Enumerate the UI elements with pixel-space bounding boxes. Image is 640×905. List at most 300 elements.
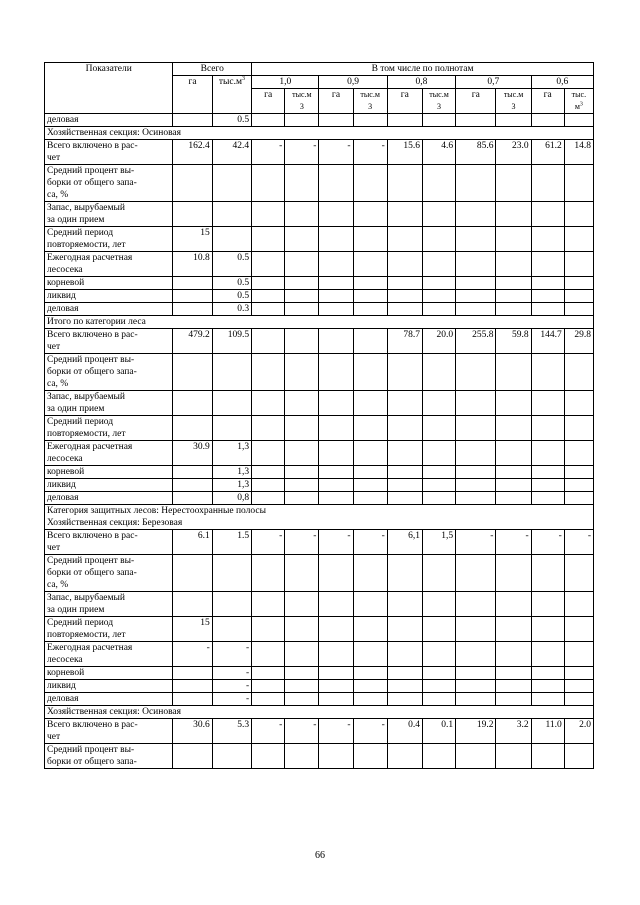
header-ths: тыс.м 3	[496, 89, 531, 114]
density-ths-cell	[496, 252, 531, 277]
density-ths-cell	[422, 391, 455, 416]
total-ths-cell	[212, 227, 251, 252]
density-ha-cell: -	[319, 140, 353, 165]
density-ha-cell	[387, 693, 422, 706]
density-ha-cell	[252, 391, 285, 416]
row-label: Всего включено в рас- чет	[45, 140, 173, 165]
density-ths-cell	[422, 744, 455, 769]
density-ha-cell	[531, 165, 564, 202]
total-ths-cell: -	[212, 642, 251, 667]
density-ths-cell: 20.0	[422, 329, 455, 354]
density-ths-cell	[353, 290, 387, 303]
density-ha-cell	[319, 466, 353, 479]
density-ths-cell	[353, 441, 387, 466]
density-ths-cell	[353, 391, 387, 416]
density-ths-cell	[564, 165, 593, 202]
total-ths-cell: 109.5	[212, 329, 251, 354]
header-density-2: 0,9	[319, 76, 387, 89]
density-ha-cell	[531, 303, 564, 316]
density-ha-cell	[387, 416, 422, 441]
row-label: Запас, вырубаемый за один прием	[45, 202, 173, 227]
total-ha-cell	[173, 165, 212, 202]
density-ha-cell	[387, 391, 422, 416]
row-label: Запас, вырубаемый за один прием	[45, 391, 173, 416]
density-ha-cell	[531, 555, 564, 592]
total-ha-cell	[173, 391, 212, 416]
density-ha-cell	[456, 441, 496, 466]
density-ths-cell	[285, 114, 319, 127]
row-label: Ежегодная расчетная лесосека	[45, 441, 173, 466]
density-ha-cell: -	[319, 530, 353, 555]
density-ha-cell: -	[252, 530, 285, 555]
density-ha-cell	[252, 303, 285, 316]
density-ha-cell	[531, 277, 564, 290]
total-ha-cell	[173, 744, 212, 769]
density-ha-cell	[531, 290, 564, 303]
density-ha-cell	[319, 744, 353, 769]
density-ths-cell: -	[496, 530, 531, 555]
table-body	[45, 114, 594, 769]
density-ha-cell	[531, 391, 564, 416]
row-label: Средний период повторяемости, лет	[45, 227, 173, 252]
density-ths-cell	[496, 617, 531, 642]
density-ths-cell	[564, 277, 593, 290]
density-ths-cell	[564, 466, 593, 479]
table-row	[45, 140, 594, 165]
density-ths-cell: 29.8	[564, 329, 593, 354]
density-ths-cell	[353, 492, 387, 505]
density-ha-cell: 19.2	[456, 719, 496, 744]
table-row	[45, 114, 594, 127]
density-ths-cell	[422, 354, 455, 391]
density-ths-cell	[422, 227, 455, 252]
header-ths: тыс.м 3	[285, 89, 319, 114]
density-ha-cell	[456, 252, 496, 277]
total-ths-cell: 1,3	[212, 466, 251, 479]
section-row	[45, 316, 594, 329]
density-ths-cell	[564, 592, 593, 617]
density-ha-cell	[252, 479, 285, 492]
density-ha-cell	[319, 667, 353, 680]
density-ths-cell: 59.8	[496, 329, 531, 354]
table-row	[45, 693, 594, 706]
total-ths-cell: 0.5	[212, 290, 251, 303]
density-ha-cell	[456, 667, 496, 680]
density-ths-cell	[422, 667, 455, 680]
density-ths-cell	[422, 592, 455, 617]
density-ha-cell	[456, 555, 496, 592]
density-ths-cell	[496, 667, 531, 680]
density-ths-cell	[353, 416, 387, 441]
density-ha-cell: -	[531, 530, 564, 555]
table-row	[45, 667, 594, 680]
density-ha-cell	[387, 592, 422, 617]
density-ha-cell	[531, 680, 564, 693]
total-ths-cell: 0.5	[212, 277, 251, 290]
density-ths-cell	[353, 329, 387, 354]
density-ths-cell	[496, 354, 531, 391]
density-ths-cell	[564, 202, 593, 227]
density-ha-cell	[531, 227, 564, 252]
density-ha-cell	[456, 479, 496, 492]
density-ths-cell	[285, 466, 319, 479]
density-ha-cell: 0.4	[387, 719, 422, 744]
total-ha-cell	[173, 466, 212, 479]
density-ha-cell	[319, 252, 353, 277]
density-ha-cell: 61.2	[531, 140, 564, 165]
total-ha-cell	[173, 202, 212, 227]
density-ths-cell	[285, 329, 319, 354]
total-ths-cell: 5.3	[212, 719, 251, 744]
density-ths-cell: 23.0	[496, 140, 531, 165]
header-ha: га	[319, 89, 353, 114]
table-row	[45, 530, 594, 555]
density-ha-cell	[387, 202, 422, 227]
total-ths-cell	[212, 202, 251, 227]
density-ths-cell	[564, 303, 593, 316]
density-ha-cell	[531, 744, 564, 769]
density-ha-cell	[252, 744, 285, 769]
density-ha-cell	[319, 680, 353, 693]
density-ha-cell	[387, 277, 422, 290]
density-ths-cell	[564, 252, 593, 277]
density-ha-cell	[319, 617, 353, 642]
density-ha-cell	[252, 277, 285, 290]
density-ths-cell: -	[285, 530, 319, 555]
density-ths-cell	[353, 744, 387, 769]
density-ths-cell	[285, 492, 319, 505]
density-ths-cell	[285, 617, 319, 642]
density-ha-cell	[531, 693, 564, 706]
row-label: Ежегодная расчетная лесосека	[45, 252, 173, 277]
table-row	[45, 642, 594, 667]
density-ths-cell	[422, 492, 455, 505]
density-ha-cell	[387, 744, 422, 769]
density-ha-cell	[252, 642, 285, 667]
total-ha-cell	[173, 667, 212, 680]
header-ha: га	[456, 89, 496, 114]
density-ths-cell	[496, 277, 531, 290]
density-ha-cell	[456, 202, 496, 227]
density-ths-cell	[496, 441, 531, 466]
header-total-ths: $тыс.м^3$	[212, 76, 251, 114]
table-row	[45, 441, 594, 466]
table-row	[45, 744, 594, 769]
density-ths-cell	[564, 227, 593, 252]
density-ha-cell	[387, 642, 422, 667]
row-label: ликвид	[45, 680, 173, 693]
density-ths-cell	[353, 555, 387, 592]
total-ha-cell	[173, 693, 212, 706]
table-row	[45, 277, 594, 290]
density-ha-cell	[387, 114, 422, 127]
table-row	[45, 252, 594, 277]
density-ha-cell	[387, 290, 422, 303]
table-row	[45, 617, 594, 642]
density-ha-cell	[456, 642, 496, 667]
row-label: деловая	[45, 303, 173, 316]
header-including: В том числе по полнотам	[252, 63, 594, 76]
density-ha-cell	[387, 492, 422, 505]
density-ha-cell	[319, 227, 353, 252]
density-ha-cell	[456, 693, 496, 706]
density-ha-cell	[319, 165, 353, 202]
density-ths-cell: -	[353, 530, 387, 555]
table-row	[45, 555, 594, 592]
density-ths-cell	[564, 290, 593, 303]
table-row	[45, 466, 594, 479]
density-ha-cell	[387, 479, 422, 492]
density-ha-cell: 255.8	[456, 329, 496, 354]
page-number: 66	[315, 850, 325, 861]
total-ths-cell	[212, 744, 251, 769]
density-ha-cell	[252, 114, 285, 127]
density-ths-cell	[564, 744, 593, 769]
density-ha-cell	[387, 617, 422, 642]
total-ha-cell: 15	[173, 617, 212, 642]
density-ths-cell	[564, 642, 593, 667]
table-row	[45, 303, 594, 316]
row-label: Запас, вырубаемый за один прием	[45, 592, 173, 617]
total-ths-cell: 1,3	[212, 479, 251, 492]
density-ths-cell	[496, 202, 531, 227]
density-ths-cell	[285, 165, 319, 202]
row-label: корневой	[45, 466, 173, 479]
density-ths-cell	[353, 114, 387, 127]
density-ha-cell	[387, 667, 422, 680]
density-ths-cell	[422, 441, 455, 466]
table-row	[45, 492, 594, 505]
density-ths-cell	[564, 391, 593, 416]
table-row	[45, 479, 594, 492]
total-ths-cell: -	[212, 693, 251, 706]
density-ha-cell	[456, 114, 496, 127]
total-ha-cell	[173, 680, 212, 693]
density-ths-cell	[353, 252, 387, 277]
density-ths-cell	[422, 416, 455, 441]
density-ths-cell	[564, 492, 593, 505]
row-label: Всего включено в рас- чет	[45, 719, 173, 744]
total-ths-cell	[212, 354, 251, 391]
table-row	[45, 329, 594, 354]
density-ha-cell	[252, 466, 285, 479]
density-ha-cell	[252, 354, 285, 391]
density-ths-cell	[285, 290, 319, 303]
total-ha-cell: 162.4	[173, 140, 212, 165]
density-ths-cell	[422, 114, 455, 127]
total-ha-cell	[173, 492, 212, 505]
header-ths: тыс.м 3	[353, 89, 387, 114]
density-ths-cell	[353, 466, 387, 479]
density-ha-cell	[252, 202, 285, 227]
total-ths-cell	[212, 617, 251, 642]
table-row	[45, 227, 594, 252]
total-ha-cell: 6.1	[173, 530, 212, 555]
density-ha-cell	[456, 416, 496, 441]
total-ths-cell: -	[212, 680, 251, 693]
total-ths-cell: 0,8	[212, 492, 251, 505]
total-ha-cell: 15	[173, 227, 212, 252]
density-ths-cell	[564, 479, 593, 492]
table-row	[45, 354, 594, 391]
density-ha-cell	[319, 441, 353, 466]
density-ths-cell	[353, 642, 387, 667]
density-ths-cell	[285, 441, 319, 466]
density-ths-cell	[564, 680, 593, 693]
density-ths-cell	[285, 667, 319, 680]
row-label: Средний процент вы- борки от общего запа- са, %	[45, 354, 173, 391]
density-ths-cell: -	[564, 530, 593, 555]
density-ths-cell: 3.2	[496, 719, 531, 744]
density-ha-cell	[531, 642, 564, 667]
total-ths-cell: 0.3	[212, 303, 251, 316]
density-ha-cell	[319, 290, 353, 303]
density-ha-cell	[456, 303, 496, 316]
density-ths-cell	[353, 227, 387, 252]
density-ha-cell	[531, 252, 564, 277]
header-density-4: 0,7	[456, 76, 532, 89]
density-ha-cell	[387, 466, 422, 479]
density-ths-cell	[285, 391, 319, 416]
density-ths-cell	[353, 303, 387, 316]
table-row	[45, 680, 594, 693]
density-ths-cell	[496, 290, 531, 303]
density-ths-cell	[285, 303, 319, 316]
density-ths-cell	[285, 479, 319, 492]
row-label: деловая	[45, 693, 173, 706]
table-row	[45, 391, 594, 416]
table-row	[45, 592, 594, 617]
total-ha-cell	[173, 114, 212, 127]
row-label: Всего включено в рас- чет	[45, 329, 173, 354]
density-ha-cell: 6,1	[387, 530, 422, 555]
density-ths-cell	[285, 202, 319, 227]
density-ths-cell	[422, 479, 455, 492]
density-ths-cell: -	[353, 719, 387, 744]
density-ha-cell	[319, 416, 353, 441]
density-ha-cell	[456, 592, 496, 617]
table-row	[45, 202, 594, 227]
density-ths-cell	[496, 416, 531, 441]
density-ths-cell	[285, 277, 319, 290]
density-ha-cell	[531, 479, 564, 492]
density-ths-cell	[422, 277, 455, 290]
total-ths-cell	[212, 391, 251, 416]
density-ha-cell	[387, 680, 422, 693]
density-ths-cell	[496, 642, 531, 667]
density-ha-cell	[252, 555, 285, 592]
total-ha-cell	[173, 303, 212, 316]
density-ha-cell	[531, 617, 564, 642]
density-ths-cell: -	[285, 719, 319, 744]
density-ths-cell: 0.1	[422, 719, 455, 744]
density-ha-cell	[252, 165, 285, 202]
density-ha-cell	[252, 617, 285, 642]
density-ha-cell	[319, 329, 353, 354]
density-ths-cell: 1,5	[422, 530, 455, 555]
section-row	[45, 706, 594, 719]
density-ths-cell	[353, 277, 387, 290]
density-ha-cell	[387, 354, 422, 391]
density-ha-cell	[456, 354, 496, 391]
section-row	[45, 505, 594, 530]
density-ha-cell	[456, 492, 496, 505]
density-ths-cell	[422, 202, 455, 227]
density-ha-cell	[319, 391, 353, 416]
density-ha-cell	[319, 277, 353, 290]
density-ha-cell	[252, 667, 285, 680]
density-ha-cell	[456, 227, 496, 252]
density-ha-cell	[252, 329, 285, 354]
density-ths-cell	[353, 202, 387, 227]
density-ha-cell	[387, 555, 422, 592]
density-ths-cell	[285, 227, 319, 252]
density-ha-cell	[252, 227, 285, 252]
density-ths-cell	[285, 416, 319, 441]
density-ha-cell	[531, 354, 564, 391]
total-ha-cell	[173, 416, 212, 441]
table-row	[45, 165, 594, 202]
section-label: Хозяйственная секция: Осиновая	[45, 706, 594, 719]
density-ths-cell	[496, 744, 531, 769]
row-label: Средний процент вы- борки от общего запа- са, %	[45, 165, 173, 202]
density-ths-cell	[353, 479, 387, 492]
header-indicators: Показатели	[45, 63, 173, 114]
header-density-3: 0,8	[387, 76, 455, 89]
density-ths-cell	[496, 165, 531, 202]
density-ha-cell	[387, 441, 422, 466]
density-ths-cell	[285, 642, 319, 667]
density-ha-cell	[252, 441, 285, 466]
density-ths-cell: 2.0	[564, 719, 593, 744]
row-label: ликвид	[45, 290, 173, 303]
density-ths-cell	[564, 441, 593, 466]
density-ths-cell	[496, 492, 531, 505]
density-ha-cell	[319, 479, 353, 492]
density-ha-cell	[456, 466, 496, 479]
table-row	[45, 290, 594, 303]
total-ha-cell	[173, 277, 212, 290]
total-ths-cell: 42.4	[212, 140, 251, 165]
total-ha-cell	[173, 354, 212, 391]
density-ths-cell	[496, 680, 531, 693]
header-density-5: 0,6	[531, 76, 593, 89]
density-ha-cell	[531, 114, 564, 127]
row-label: деловая	[45, 492, 173, 505]
density-ha-cell	[319, 592, 353, 617]
density-ha-cell	[319, 555, 353, 592]
total-ths-cell	[212, 416, 251, 441]
density-ha-cell	[456, 277, 496, 290]
header-ha: га	[531, 89, 564, 114]
density-ths-cell	[496, 114, 531, 127]
density-ths-cell	[353, 165, 387, 202]
density-ths-cell	[564, 667, 593, 680]
density-ths-cell	[564, 416, 593, 441]
density-ths-cell	[422, 165, 455, 202]
density-ha-cell	[456, 290, 496, 303]
total-ths-cell: 1.5	[212, 530, 251, 555]
density-ths-cell	[496, 592, 531, 617]
header-ths: тыс. $м^3$	[564, 89, 593, 114]
density-ha-cell	[456, 165, 496, 202]
row-label: корневой	[45, 277, 173, 290]
density-ths-cell	[564, 354, 593, 391]
density-ha-cell: -	[456, 530, 496, 555]
table-row	[45, 719, 594, 744]
section-row	[45, 127, 594, 140]
total-ha-cell	[173, 555, 212, 592]
